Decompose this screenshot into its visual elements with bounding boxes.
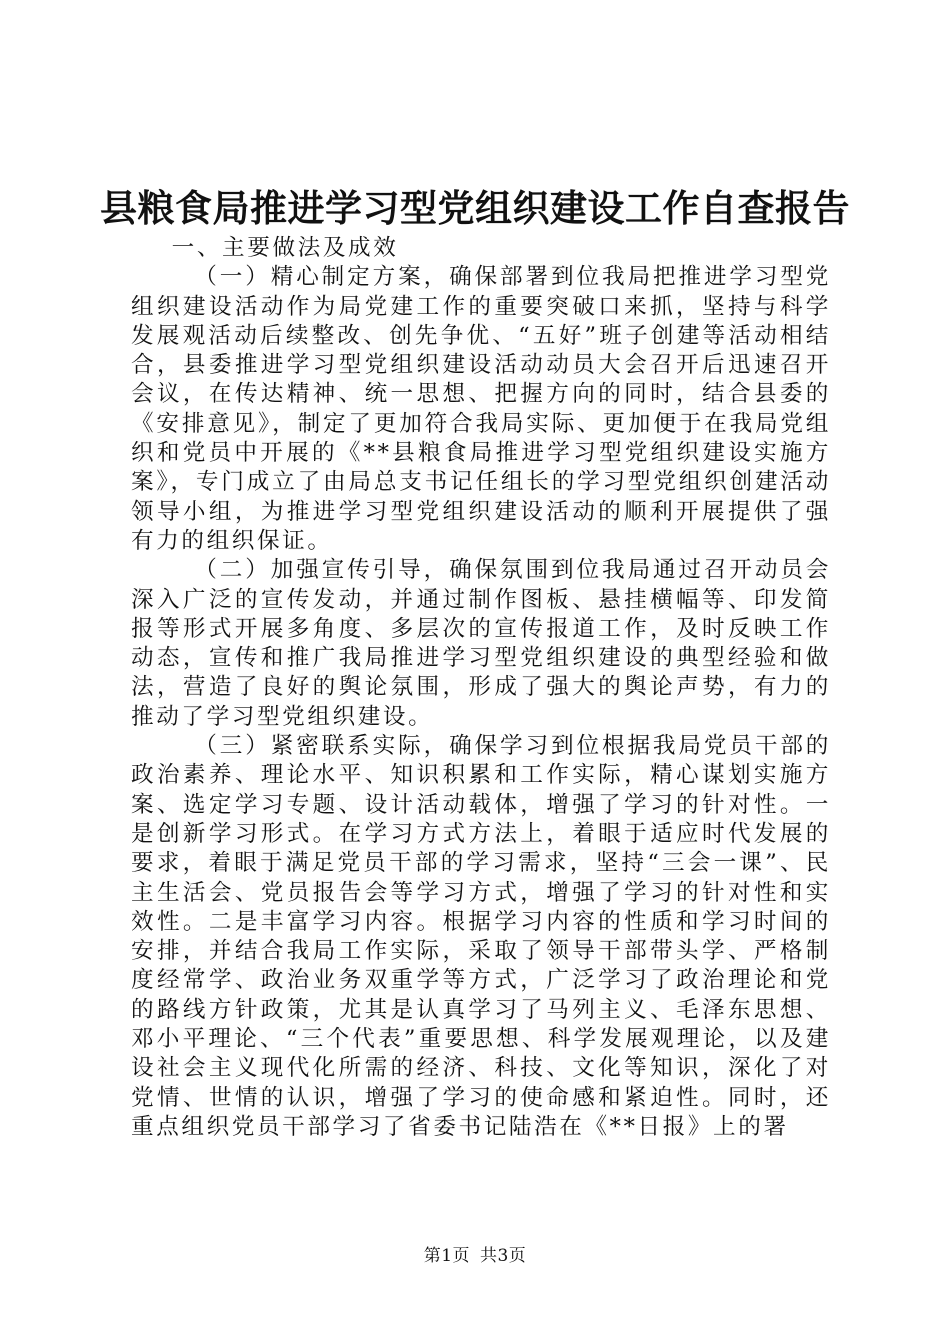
page-total: 共3页 bbox=[479, 1246, 527, 1266]
section-heading: 一、主要做法及成效 bbox=[171, 235, 399, 261]
paragraph-2: （二）加强宣传引导，确保氛围到位我局通过召开动员会深入广泛的宣传发动，并通过制作图板、悬挂横幅等、印发简报等形式开展多角度、多层次的宣传报道工作，及时反映工作动态，宣传和推广我局推进学习型党组织建设的典型经验和做法，营造了良好的舆论氛围，形成了强大的舆论声势，有力的推动了学习型党组织建设。 bbox=[131, 557, 831, 730]
paragraph-1: （一）精心制定方案，确保部署到位我局把推进学习型党组织建设活动作为局党建工作的重要突破口来抓，坚持与科学发展观活动后续整改、创先争优、“五好”班子创建等活动相结合，县委推进学习型党组织建设活动动员大会召开后迅速召开会议，在传达精神、统一思想、把握方向的同时，结合县委的《安排意见》，制定了更加符合我局实际、更加便于在我局党组织和党员中开展的《**县粮食局推进学习型党组织建设实施方案》，专门成立了由局总支书记任组长的学习型党组织创建活动领导小组，为推进学习型党组织建设活动的顺利开展提供了强有力的组织保证。 bbox=[131, 264, 831, 554]
paragraph-3: （三）紧密联系实际，确保学习到位根据我局党员干部的政治素养、理论水平、知识积累和工作实际，精心谋划实施方案、选定学习专题、设计活动载体，增强了学习的针对性。一是创新学习形式。在学习方式方法上，着眼于适应时代发展的要求，着眼于满足党员干部的学习需求，坚持“三会一课”、民主生活会、党员报告会等学习方式，增强了学习的针对性和实效性。二是丰富学习内容。根据学习内容的性质和学习时间的安排，并结合我局工作实际，采取了领导干部带头学、严格制度经常学、政治业务双重学等方式，广泛学习了政治理论和党的路线方针政策，尤其是认真学习了马列主义、毛泽东思想、邓小平理论、“三个代表”重要思想、科学发展观理论，以及建设社会主义现代化所需的经济、科技、文化等知识，深化了对党情、世情的认识，增强了学习的使命感和紧迫性。同时，还重点组织党员干部学习了省委书记陆浩在《**日报》上的署 bbox=[131, 733, 831, 1140]
document-body bbox=[131, 234, 831, 1142]
page-number: 第1页 bbox=[423, 1246, 471, 1266]
page-footer bbox=[0, 1244, 950, 1268]
document-title: 县粮食局推进学习型党组织建设工作自查报告 bbox=[100, 186, 850, 230]
